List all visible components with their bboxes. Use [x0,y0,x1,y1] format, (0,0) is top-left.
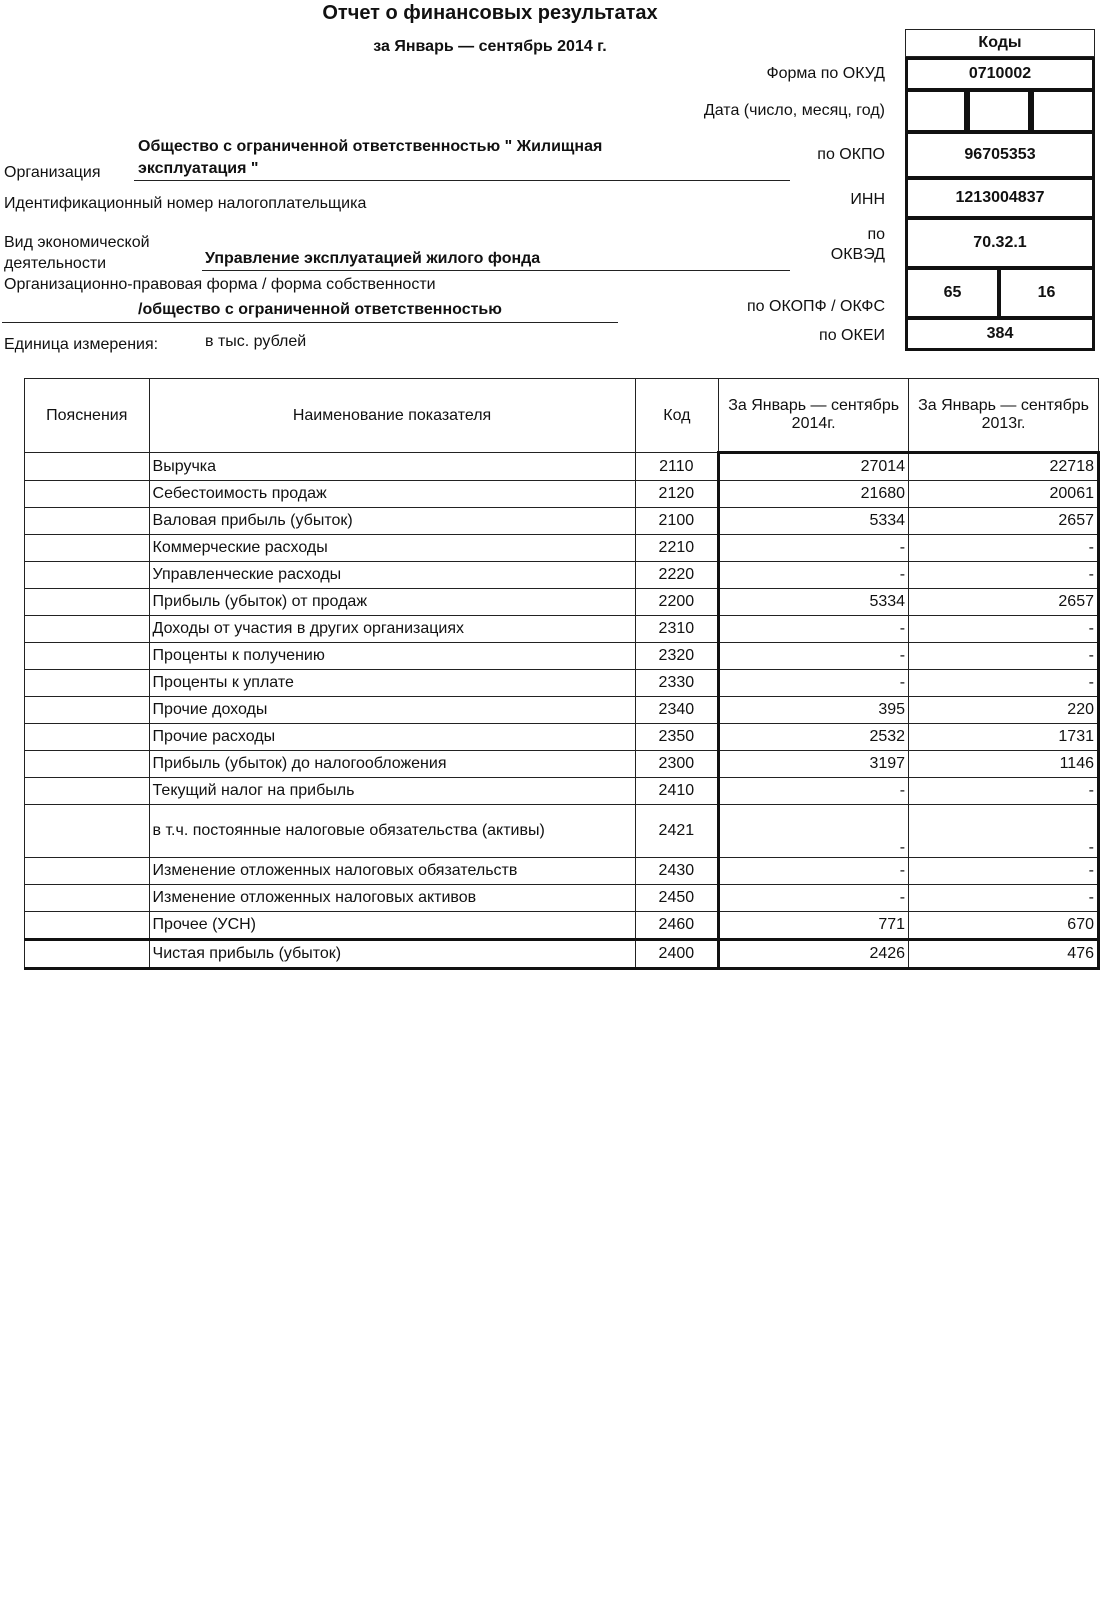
row-name-cell: Управленческие расходы [149,562,635,589]
inn-left-label: Идентификационный номер налогоплательщика [4,195,367,212]
row-code-cell: 2310 [635,616,719,643]
row-code-cell: 2410 [635,778,719,805]
row-2013-value: 1731 [909,724,1099,751]
row-name-cell: Прочее (УСН) [149,912,635,940]
row-notes-cell [25,643,150,670]
okud-label: Форма по ОКУД [766,65,885,82]
row-code-cell: 2200 [635,589,719,616]
okud-value: 0710002 [905,57,1095,91]
row-2013-value: 20061 [909,481,1099,508]
inn-label: ИНН [850,191,885,208]
row-2014-value: 27014 [719,453,909,481]
row-code-cell: 2421 [635,805,719,858]
row-notes-cell [25,751,150,778]
row-2013-value: 1146 [909,751,1099,778]
row-2014-value: - [719,778,909,805]
row-code-cell: 2210 [635,535,719,562]
col-2014-header: За Январь — сентябрь 2014г. [719,379,909,453]
row-notes-cell [25,805,150,858]
table-body [25,453,1099,969]
row-notes-cell [25,885,150,912]
date-year [1031,89,1095,133]
row-name-cell: Доходы от участия в других организациях [149,616,635,643]
table-row [25,697,1099,724]
row-notes-cell [25,940,150,969]
row-code-cell: 2340 [635,697,719,724]
okved-value: 70.32.1 [905,217,1095,269]
row-notes-cell [25,724,150,751]
row-2014-value: 3197 [719,751,909,778]
okved-label-2: ОКВЭД [830,246,885,263]
row-name-cell: Текущий налог на прибыль [149,778,635,805]
table-row [25,643,1099,670]
row-notes-cell [25,508,150,535]
okpo-label: по ОКПО [817,146,885,163]
table-row [25,508,1099,535]
row-notes-cell [25,562,150,589]
row-2014-value: 21680 [719,481,909,508]
financial-results-table [24,378,1100,970]
row-2014-value: - [719,616,909,643]
row-name-cell: Прочие расходы [149,724,635,751]
row-notes-cell [25,858,150,885]
row-2013-value: - [909,616,1099,643]
row-2013-value: - [909,643,1099,670]
table-row [25,885,1099,912]
codes-box [905,29,1095,358]
row-2014-value: - [719,858,909,885]
report-period: за Январь — сентябрь 2014 г. [373,38,607,55]
row-2013-value: - [909,805,1099,858]
row-2014-value: - [719,885,909,912]
row-2013-value: 476 [909,940,1099,969]
row-2014-value: - [719,562,909,589]
row-2014-value: 2532 [719,724,909,751]
row-2013-value: 220 [909,697,1099,724]
table-header-row [25,379,1099,453]
table-row [25,670,1099,697]
row-code-cell: 2320 [635,643,719,670]
row-code-cell: 2350 [635,724,719,751]
inn-value: 1213004837 [905,177,1095,219]
unit-label: Единица измерения: [4,336,159,353]
row-name-cell: Прочие доходы [149,697,635,724]
table-row [25,858,1099,885]
row-2014-value: 5334 [719,508,909,535]
row-code-cell: 2430 [635,858,719,885]
row-2014-value: 771 [719,912,909,940]
activity-underline [202,270,790,271]
activity-value: Управление эксплуатацией жилого фонда [205,250,541,267]
activity-label-1: Вид экономической [4,234,150,251]
row-2013-value: 22718 [909,453,1099,481]
col-code-header: Код [635,379,719,453]
unit-value: в тыс. рублей [205,333,307,350]
row-code-cell: 2450 [635,885,719,912]
row-code-cell: 2460 [635,912,719,940]
okopf-label: по ОКОПФ / ОКФС [747,298,885,315]
row-notes-cell [25,912,150,940]
table-row [25,940,1099,969]
row-2013-value: - [909,562,1099,589]
row-name-cell: Проценты к получению [149,643,635,670]
row-name-cell: Прибыль (убыток) от продаж [149,589,635,616]
okei-value: 384 [905,317,1095,351]
row-name-cell: Валовая прибыль (убыток) [149,508,635,535]
okved-label-1: по [867,226,885,243]
legal-form-label: Организационно-правовая форма / форма собственности [4,276,436,293]
row-2013-value: 2657 [909,508,1099,535]
org-underline [134,180,790,181]
okpo-value: 96705353 [905,131,1095,179]
row-notes-cell [25,481,150,508]
row-name-cell: Коммерческие расходы [149,535,635,562]
row-2014-value: - [719,670,909,697]
table-row [25,912,1099,940]
row-notes-cell [25,616,150,643]
row-notes-cell [25,453,150,481]
date-month [967,89,1031,133]
row-2013-value: 670 [909,912,1099,940]
legal-form-underline [2,322,618,323]
row-2013-value: - [909,670,1099,697]
codes-header: Коды [905,29,1095,57]
okei-label: по ОКЕИ [819,327,885,344]
table-row [25,481,1099,508]
row-code-cell: 2330 [635,670,719,697]
row-2014-value: - [719,643,909,670]
row-code-cell: 2300 [635,751,719,778]
org-label: Организация [4,164,101,181]
row-2013-value: - [909,885,1099,912]
row-name-cell: Себестоимость продаж [149,481,635,508]
row-name-cell: Изменение отложенных налоговых обязательств [149,858,635,885]
table-row [25,724,1099,751]
row-2013-value: - [909,858,1099,885]
col-2013-header: За Январь — сентябрь 2013г. [909,379,1099,453]
row-notes-cell [25,589,150,616]
row-code-cell: 2100 [635,508,719,535]
table-row [25,589,1099,616]
row-2013-value: 2657 [909,589,1099,616]
row-2013-value: - [909,778,1099,805]
row-name-cell: Прибыль (убыток) до налогообложения [149,751,635,778]
col-name-header: Наименование показателя [149,379,635,453]
row-notes-cell [25,670,150,697]
row-code-cell: 2400 [635,940,719,969]
row-name-cell: Проценты к уплате [149,670,635,697]
date-label: Дата (число, месяц, год) [703,102,885,119]
row-notes-cell [25,778,150,805]
row-name-cell: Выручка [149,453,635,481]
legal-form-value: /общество с ограниченной ответственностью [138,301,502,318]
row-2014-value: - [719,805,909,858]
row-2014-value: 2426 [719,940,909,969]
row-code-cell: 2120 [635,481,719,508]
row-2014-value: 395 [719,697,909,724]
row-notes-cell [25,697,150,724]
table-row [25,616,1099,643]
table-row [25,453,1099,481]
report-title: Отчет о финансовых результатах [322,2,658,24]
row-code-cell: 2110 [635,453,719,481]
org-name-line1: Общество с ограниченной ответственностью " Жилищная [138,138,603,155]
table-row [25,535,1099,562]
date-day [905,89,967,133]
row-code-cell: 2220 [635,562,719,589]
org-name-line2: эксплуатация " [138,160,259,177]
row-2014-value: - [719,535,909,562]
row-notes-cell [25,535,150,562]
table-row [25,751,1099,778]
okopf-value: 65 [905,267,1000,319]
row-name-cell: Изменение отложенных налоговых активов [149,885,635,912]
col-notes-header: Пояснения [25,379,150,453]
table-row [25,805,1099,858]
activity-label-2: деятельности [4,255,107,272]
row-2014-value: 5334 [719,589,909,616]
table-row [25,778,1099,805]
table-row [25,562,1099,589]
row-name-cell: Чистая прибыль (убыток) [149,940,635,969]
row-2013-value: - [909,535,1099,562]
okfs-value: 16 [998,267,1095,319]
row-name-cell: в т.ч. постоянные налоговые обязательства (активы) [149,805,635,858]
